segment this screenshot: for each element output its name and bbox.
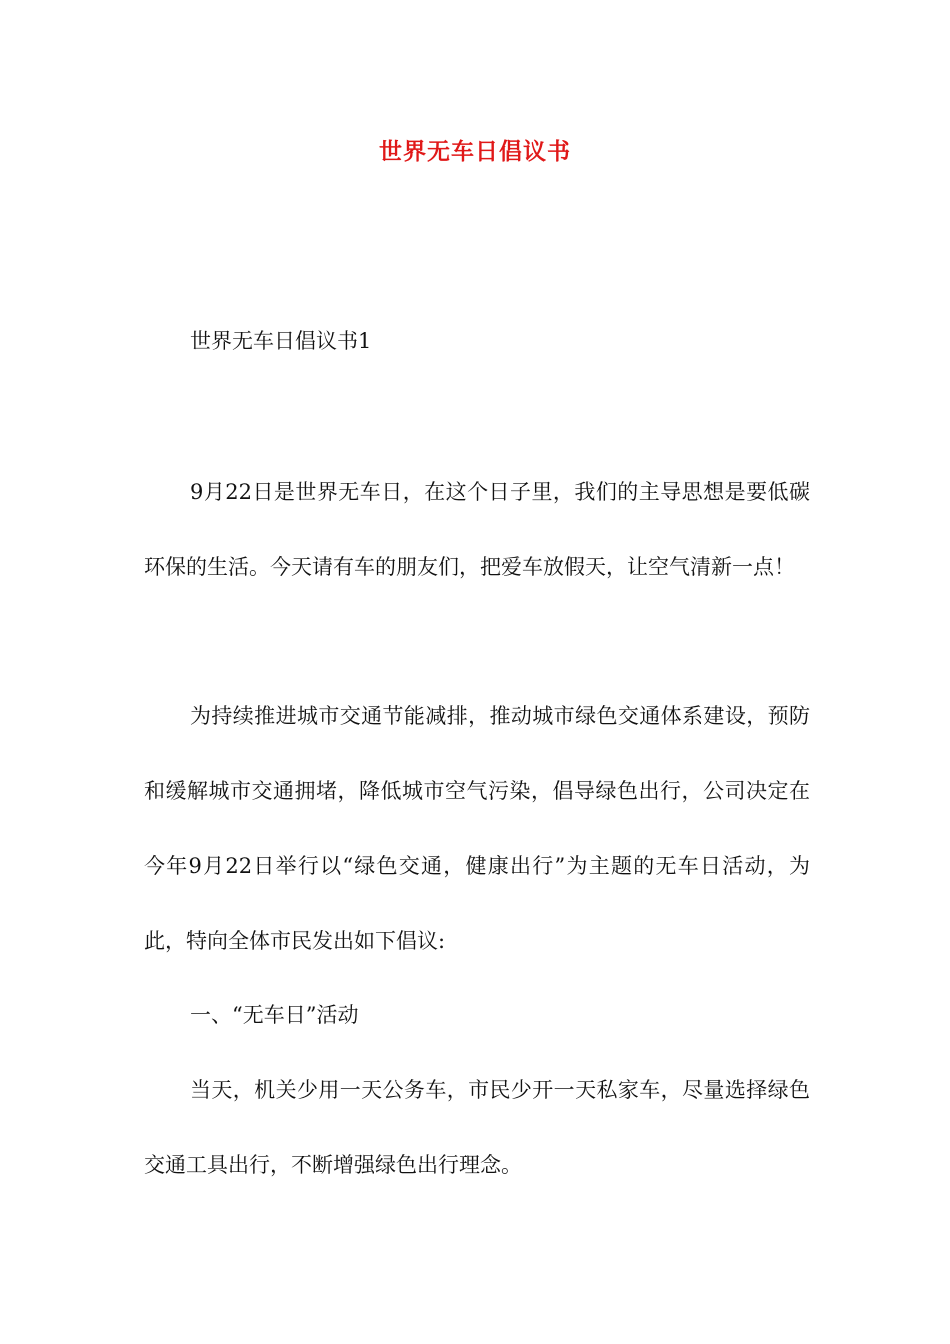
paragraph-proposal: 为持续推进城市交通节能减排，推动城市绿色交通体系建设，预防和缓解城市交通拥堵，降低城市空气污染，倡导绿色出行，公司决定在今年9月22日举行以“绿色交通，健康出行”为主题的无车日活动，为此，特向全体市民发出如下倡议: xyxy=(144,704,810,953)
section-subtitle: 世界无车日倡议书1 xyxy=(190,329,372,353)
paragraph-activity-detail: 当天，机关少用一天公务车，市民少开一天私家车，尽量选择绿色交通工具出行，不断增强绿色出行理念。 xyxy=(144,1078,810,1177)
document-title: 世界无车日倡议书 xyxy=(379,138,571,165)
paragraph-heading-activity: 一、“无车日”活动 xyxy=(190,1003,359,1027)
paragraph-intro: 9月22日是世界无车日，在这个日子里，我们的主导思想是要低碳环保的生活。今天请有车的朋友们，把爱车放假天，让空气清新一点！ xyxy=(144,480,810,579)
